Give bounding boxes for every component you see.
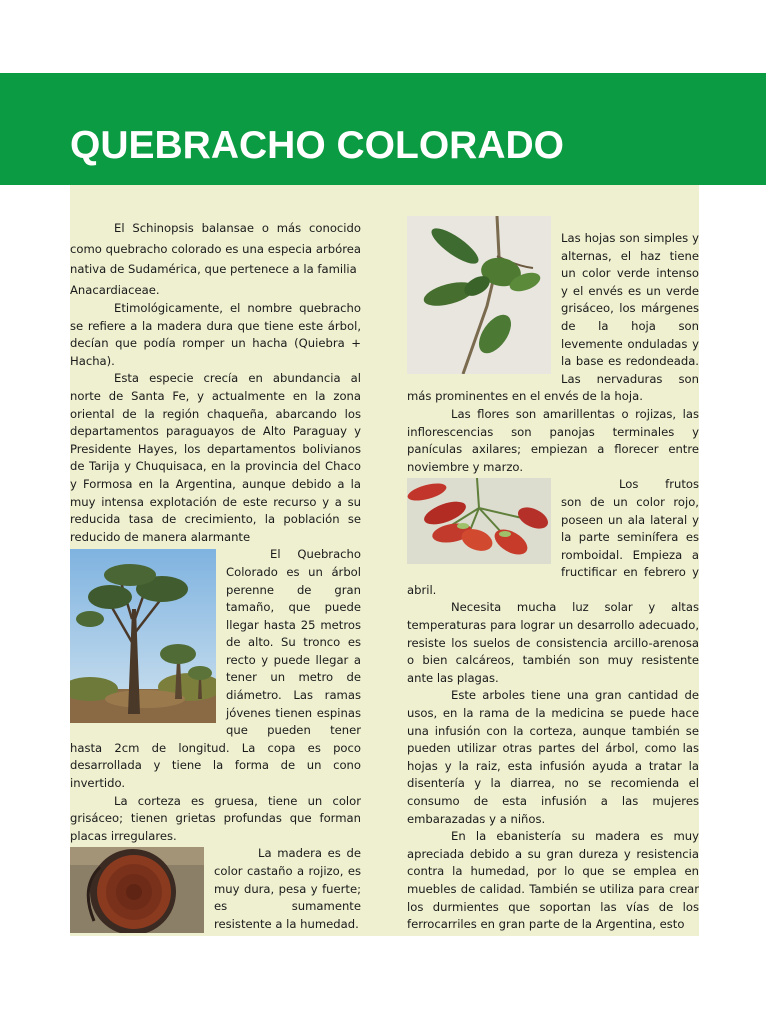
page-title: QUEBRACHO COLORADO bbox=[70, 124, 564, 167]
left-column bbox=[70, 218, 361, 935]
tree-photo bbox=[70, 549, 216, 723]
paragraph-usos: Este arboles tiene una gran cantidad de usos, en la rama de la medicina se puede hace una infusión con la corteza, aunque también se pueden utilizar otras partes del árbol, como las hojas y la raiz, esta infusión ayuda a tratar la disentería y la diarrea, no se recomienda el consumo de esta infusión a las mujeres embarazadas y a niños. bbox=[407, 688, 699, 826]
paragraph-hojas: Las hojas son simples y alternas, el haz tiene un color verde intenso y el envés es un verde grisáceo, los márgenes de la hoja son levemente onduladas y la base es redondeada. Las nervaduras son más prominentes en el envés de la hoja. bbox=[407, 231, 699, 404]
paragraph-necesita: Necesita mucha luz solar y altas temperaturas para lograr un desarrollo adecuado, resiste los suelos de consistencia arcillo-arenosa o bien calcáreos, también son muy resistente ante las plagas. bbox=[407, 600, 699, 685]
paragraph-etimologia: Etimológicamente, el nombre quebracho se refiere a la madera dura que tiene este árbol, decían que podía romper un hacha (Quiebra + Hacha). bbox=[70, 301, 361, 368]
right-column bbox=[407, 216, 699, 934]
fruits-photo bbox=[407, 478, 551, 564]
paragraph-distribucion: Esta especie crecía en abundancia al norte de Santa Fe, y actualmente en la zona oriental de la región chaqueña, abarcando los departamentos paraguayos de Alto Paraguay y Presidente Hayes, los departamentos bolivianos de Tarija y Chuquisaca, en la provincia del Chaco y Formosa en la Argentina, aunque debido a la muy intensa explotación de este recurso y a su reducida tasa de crecimiento, la población se reducido de manera alarmante bbox=[70, 371, 361, 544]
paragraph-corteza: La corteza es gruesa, tiene un color grisáceo; tienen grietas profundas que forman placas irregulares. bbox=[70, 793, 361, 843]
intro-text: El Schinopsis balansae o más conocido como quebracho colorado es una especia arbórea nativa de Sudamérica, que pertenece a la familia bbox=[70, 221, 361, 276]
paragraph-flores: Las flores son amarillentas o rojizas, las inflorescencias son panojas terminales y panículas axilares; empiezan a florecer entre noviembre y marzo. bbox=[407, 406, 699, 474]
intro-paragraph bbox=[70, 218, 361, 300]
title-band bbox=[0, 73, 766, 185]
content-area bbox=[70, 185, 699, 936]
wood-photo bbox=[70, 847, 204, 933]
paragraph-ebanisteria: En la ebanistería su madera es muy apreciada debido a su gran dureza y resistencia contra la humedad, por lo que se emplea en muebles de calidad. También se utiliza para crear los durmientes que soportan las vías de los ferrocarriles en gran parte de la Argentina, esto bbox=[407, 829, 699, 932]
leaves-photo bbox=[407, 216, 551, 374]
intro-family: Anacardiaceae. bbox=[70, 282, 160, 297]
paragraph-arbol: El Quebracho Colorado es un árbol perenne de gran tamaño, que puede llegar hasta 25 metros de alto. Su tronco es recto y puede llegar a tener un metro de diámetro. Las ramas jóvenes tienen espinas que pueden tener hasta 2cm de longitud. La copa es poco desarrollada y tiene la forma de un cono invertido. bbox=[70, 547, 361, 791]
paragraph-madera: La madera es de color castaño a rojizo, es muy dura, pesa y fuerte; es sumamente resistente a la humedad. bbox=[214, 846, 361, 931]
paragraph-frutos: Los frutos son de un color rojo, poseen un ala lateral y la parte seminífera es romboidal. Empieza a fructificar en febrero y abril. bbox=[407, 477, 699, 597]
